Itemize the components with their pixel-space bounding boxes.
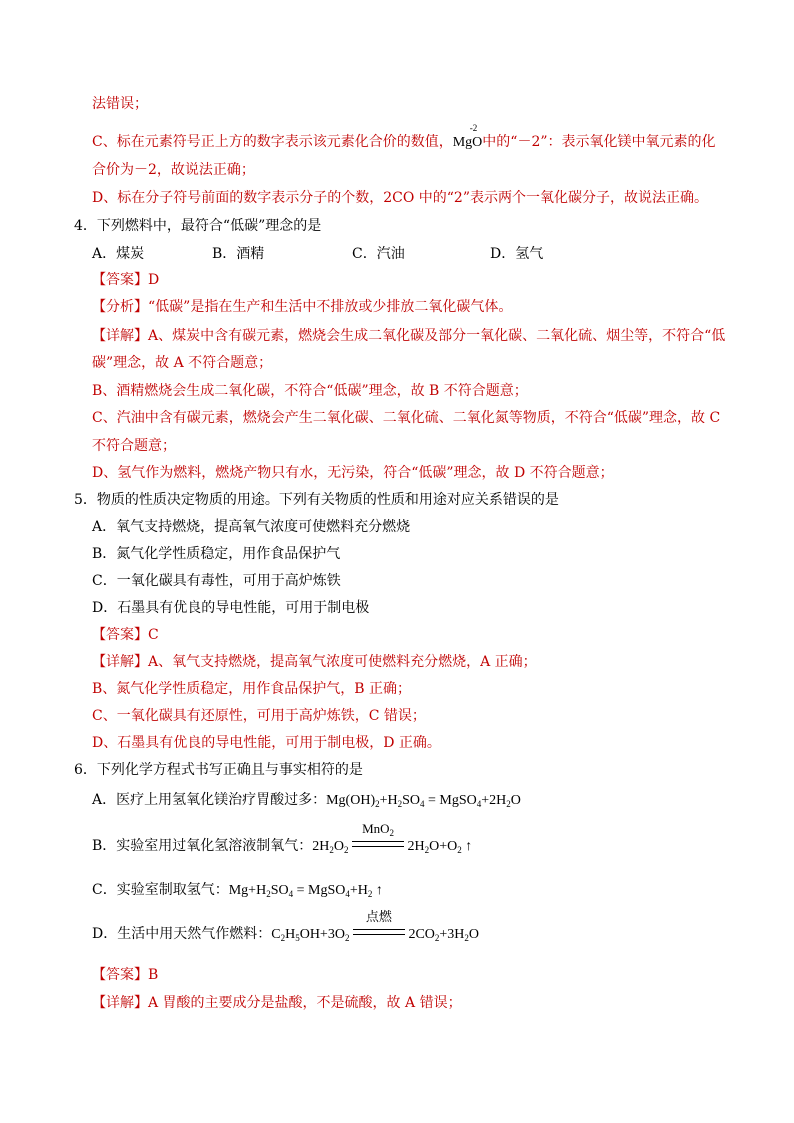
detail-line: D、石墨具有优良的导电性能，可用于制电极，D 正确。 (92, 735, 441, 751)
detail-line: 碳”理念，故 A 不符合题意； (92, 355, 273, 371)
detail-line: C、汽油中含有碳元素，燃烧会产生二氧化碳、二氧化硫、二氧化氮等物质，不符合“低碳”理念，故 C (92, 410, 721, 426)
option-a: A．氧气支持燃烧，提高氧气浓度可使燃料充分燃烧 (92, 519, 411, 535)
condition-label: 点燃 (365, 909, 392, 924)
equation-c: $Mg+H_2SO_4$ = $MgSO_4+H_2$ ↑ (228, 883, 383, 899)
detail-line: B、酒精燃烧会生成二氧化碳，不符合“低碳”理念，故 B 不符合题意； (92, 383, 528, 399)
equation-a: $Mg(OH)_2+H_2SO_4$ = $MgSO_4+2H_2O$ (326, 793, 521, 809)
option-c: C．实验室制取氢气：$Mg+H_2SO_4$ = $MgSO_4+H_2$ ↑ (92, 882, 383, 899)
detail-line: 【详解】A、氧气支持燃烧，提高氧气浓度可使燃料充分燃烧，A 正确； (92, 654, 537, 670)
equation-d: $C_2H_5OH+3O_2$ 点燃 $2CO_2+3H_2O$ (271, 909, 480, 943)
mgo-formula: MgO -2 (452, 123, 483, 150)
answer-value: C (148, 627, 159, 643)
text-line: C、标在元素符号正上方的数字表示该元素化合价的数值，MgO -2 中的“－2”：表示氧化镁中氧元素的化 (92, 132, 716, 153)
detail-line: C、一氧化碳具有还原性，可用于高炉炼铁，C 错误； (92, 708, 426, 724)
answer-value: D (148, 272, 160, 288)
option-a: A．煤炭 (92, 246, 145, 262)
option-d: D．氢气 (490, 246, 544, 262)
option-b: B．酒精 (212, 246, 265, 262)
detail-line: 【详解】A、煤炭中含有碳元素，燃烧会生成二氧化碳及部分一氧化碳、二氧化硫、烟尘等，不符合“低 (92, 328, 726, 344)
detail-line: 【详解】A 胃酸的主要成分是盐酸，不是硫酸，故 A 错误； (92, 995, 462, 1011)
option-c: C．汽油 (352, 246, 405, 262)
option-c: C．一氧化碳具有毒性，可用于高炉炼铁 (92, 573, 341, 589)
option-a: A．医疗上用氢氧化镁治疗胃酸过多：$Mg(OH)_2+H_2SO_4$ = $MgSO_4+2H_2O$ (92, 792, 521, 809)
detail-line: D、氢气作为燃料，燃烧产物只有水，无污染，符合“低碳”理念，故 D 不符合题意； (92, 465, 614, 481)
answer-line: 【答案】D (92, 272, 160, 288)
question-stem: 6．下列化学方程式书写正确且与事实相符的是 (74, 762, 363, 778)
analysis-line: 【分析】“低碳”是指在生产和生活中不排放或少排放二氧化碳气体。 (92, 299, 513, 315)
answer-value: B (148, 967, 159, 983)
option-d: D．石墨具有优良的导电性能，可用于制电极 (92, 600, 370, 616)
text-line: 法错误； (92, 96, 148, 112)
text-line: 合价为－2，故说法正确； (92, 162, 255, 178)
detail-line: B、氮气化学性质稳定，用作食品保护气，B 正确； (92, 681, 412, 697)
text-line: D、标在分子符号前面的数字表示分子的个数，2CO 中的“2”表示两个一氧化碳分子，故说法正确。 (92, 190, 708, 206)
question-stem: 5．物质的性质决定物质的用途。下列有关物质的性质和用途对应关系错误的是 (74, 492, 559, 508)
catalyst-label: MnO$_2$ (362, 821, 395, 838)
reaction-arrow (353, 909, 405, 945)
answer-line: 【答案】B (92, 967, 159, 983)
option-row (92, 244, 543, 264)
valence-mark: -2 (469, 123, 478, 133)
answer-line: 【答案】C (92, 627, 159, 643)
option-b: B．氮气化学性质稳定，用作食品保护气 (92, 546, 341, 562)
detail-line: 不符合题意； (92, 438, 176, 454)
question-stem: 4．下列燃料中，最符合“低碳”理念的是 (74, 218, 322, 234)
option-b: B．实验室用过氧化氢溶液制氧气：$2H_2O_2$ MnO$_2$ $2H_2O+O_2$ ↑ (92, 821, 473, 855)
equation-b: $2H_2O_2$ MnO$_2$ $2H_2O+O_2$ ↑ (312, 821, 473, 855)
option-d: D．生活中用天然气作燃料：$C_2H_5OH+3O_2$ 点燃 $2CO_2+3H_2O$ (92, 909, 480, 943)
reaction-arrow (352, 821, 404, 857)
